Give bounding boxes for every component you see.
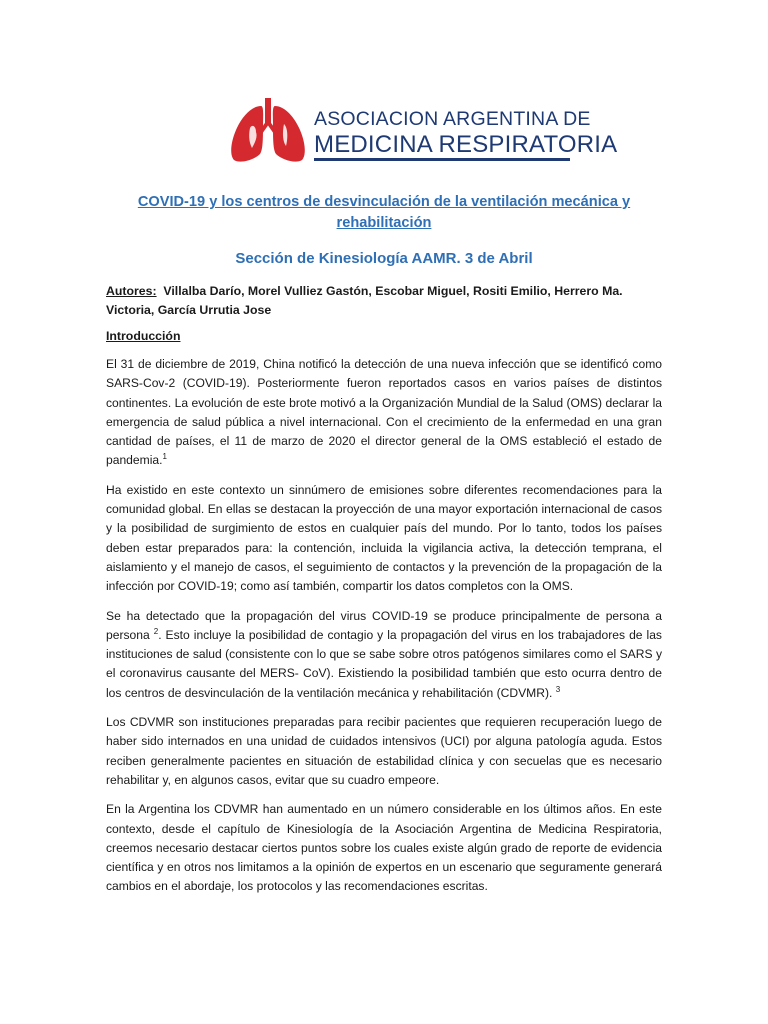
paragraph-1-text: El 31 de diciembre de 2019, China notificó la detección de una nueva infección que se identificó como SARS-Cov-2 (COVID-19). Posteriormente fueron reportados casos en varios países de distintos continentes. La evolución de este brote motivó a la Organización Mundial de la Salud (OMS) declarar la emergencia de salud pública a nivel internacional. Con el crecimiento de la enfermedad en una gran cantidad de países, el 11 de marzo de 2020 el director general de la OMS estableció el estado de pandemia.	[106, 357, 662, 468]
logo-line-1: ASOCIACION ARGENTINA DE	[314, 108, 591, 130]
authors-line	[106, 282, 662, 319]
footnote-ref: 3	[555, 684, 561, 694]
paragraph-3-text-a: Se ha detectado que la propagación del virus COVID-19 se produce principalmente de persona a persona	[106, 608, 662, 642]
footnote-ref: 2	[153, 626, 159, 636]
paragraph-1	[106, 355, 662, 471]
paragraph-3-text-b: . Esto incluye la posibilidad de contagio y la propagación del virus en los trabajadores de las instituciones de salud (consistente con lo que se sabe sobre otros patógenos similares como el SARS y el coronavirus causante del MERS- CoV). Existiendo la posibilidad también que esto ocurra dentro de los centros de desvinculación de la ventilación mecánica y rehabilitación (CDVMR).	[106, 627, 662, 700]
logo-underline	[314, 158, 570, 161]
document-subtitle: Sección de Kinesiología AAMR. 3 de Abril	[235, 250, 533, 267]
paragraph-4: Los CDVMR son instituciones preparadas para recibir pacientes que requieren recuperación luego de haber sido internados en una unidad de cuidados intensivos (UCI) por alguna patología aguda. Estos reciben generalmente pacientes en situación de estabilidad clínica y con secuelas que es necesario rehabilitar y, en algunos casos, evitar que su cuadro empeore.	[106, 715, 662, 787]
lungs-icon	[228, 98, 308, 166]
document-title: COVID-19 y los centros de desvinculación de la ventilación mecánica y rehabilitación	[137, 194, 631, 231]
paragraph-5: En la Argentina los CDVMR han aumentado en un número considerable en los últimos años. En este contexto, desde el capítulo de Kinesiología de la Asociación Argentina de Medicina Respiratoria, creemos necesario destacar ciertos puntos sobre los cuales existe algún grado de reporte de evidencia científica y en otros nos limitamos a la opinión de expertos en un escenario que seguramente generará cambios en el abordaje, los protocolos y las recomendaciones escritas.	[106, 802, 662, 894]
body-text	[106, 355, 662, 907]
aamr-logo	[228, 98, 618, 168]
paragraph-3	[106, 607, 662, 703]
authors-names: Villalba Darío, Morel Vulliez Gastón, Escobar Miguel, Rositi Emilio, Herrero Ma. Victoria, García Urrutia Jose	[106, 284, 623, 317]
logo-line-2: MEDICINA RESPIRATORIA	[314, 131, 618, 158]
paragraph-2: Ha existido en este contexto un sinnúmero de emisiones sobre diferentes recomendaciones para la comunidad global. En ellas se destacan la proyección de una mayor exportación internacional de casos y la posibilidad de surgimiento de estos en cualquier país del mundo. Por lo tanto, todos los países deben estar preparados para: la contención, incluida la vigilancia activa, la detección temprana, el aislamiento y el manejo de casos, el seguimiento de contactos y la prevención de la propagación de la infección por COVID-19; como así también, compartir los datos completos con la OMS.	[106, 482, 662, 594]
authors-label: Autores:	[106, 284, 157, 298]
section-heading-introduccion: Introducción	[106, 329, 181, 343]
footnote-ref: 1	[162, 452, 167, 462]
